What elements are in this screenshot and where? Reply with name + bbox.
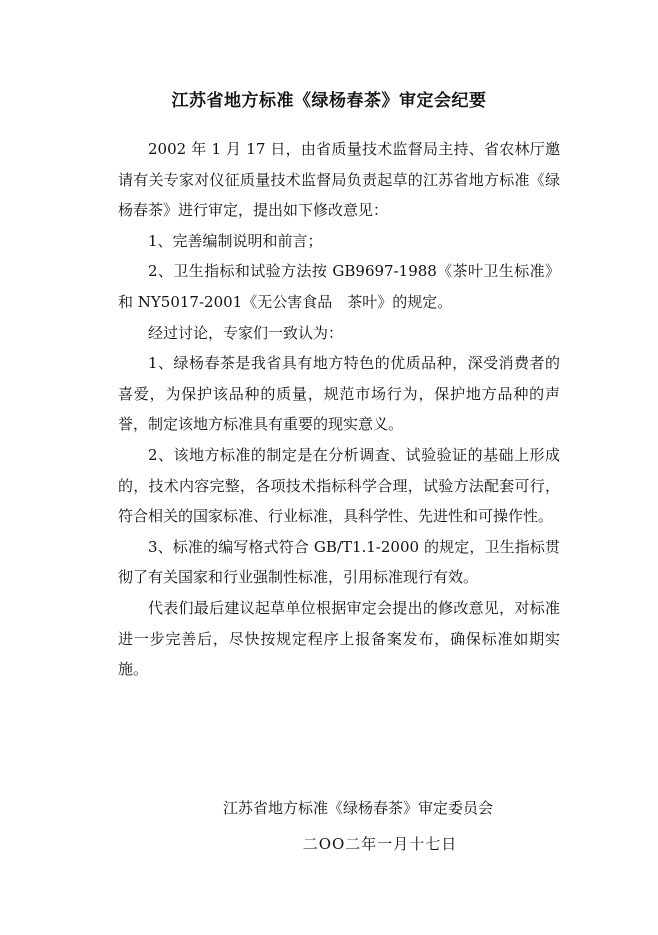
paragraph-discussion: 经过讨论，专家们一致认为： <box>148 323 344 342</box>
document-title: 江苏省地方标准《绿杨春茶》审定会纪要 <box>171 91 487 111</box>
document-body <box>118 134 560 685</box>
paragraph-item-1: 1、完善编制说明和前言； <box>148 231 323 250</box>
paragraph-item-2: 2、卫生指标和试验方法按 GB9697-1988《茶叶卫生标准》和 NY5017-2001《无公害食品 茶叶》的规定。 <box>118 262 560 311</box>
paragraph-opinion-1: 1、绿杨春茶是我省具有地方特色的优质品种，深受消费者的喜爱，为保护该品种的质量，规范市场行为，保护地方品种的声誉，制定该地方标准具有重要的现实意义。 <box>118 354 560 434</box>
paragraph-intro: 2002 年 1 月 17 日，由省质量技术监督局主持、省农林厅邀请有关专家对仪征质量技术监督局负责起草的江苏省地方标准《绿杨春茶》进行审定，提出如下修改意见： <box>118 140 560 220</box>
signature-organization: 江苏省地方标准《绿杨春茶》审定委员会 <box>222 799 493 817</box>
paragraph-conclusion: 代表们最后建议起草单位根据审定会提出的修改意见，对标准进一步完善后，尽快按规定程序上报备案发布，确保标准如期实施。 <box>118 598 560 679</box>
signature-date: 二OO二年一月十七日 <box>302 835 458 853</box>
paragraph-opinion-2: 2、该地方标准的制定是在分析调查、试验验证的基础上形成的，技术内容完整，各项技术指标科学合理，试验方法配套可行，符合相关的国家标准、行业标准，具科学性、先进性和可操作性。 <box>118 445 560 526</box>
paragraph-opinion-3: 3、标准的编写格式符合 GB/T1.1-2000 的规定，卫生指标贯彻了有关国家和行业强制性标准，引用标准现行有效。 <box>118 537 560 587</box>
